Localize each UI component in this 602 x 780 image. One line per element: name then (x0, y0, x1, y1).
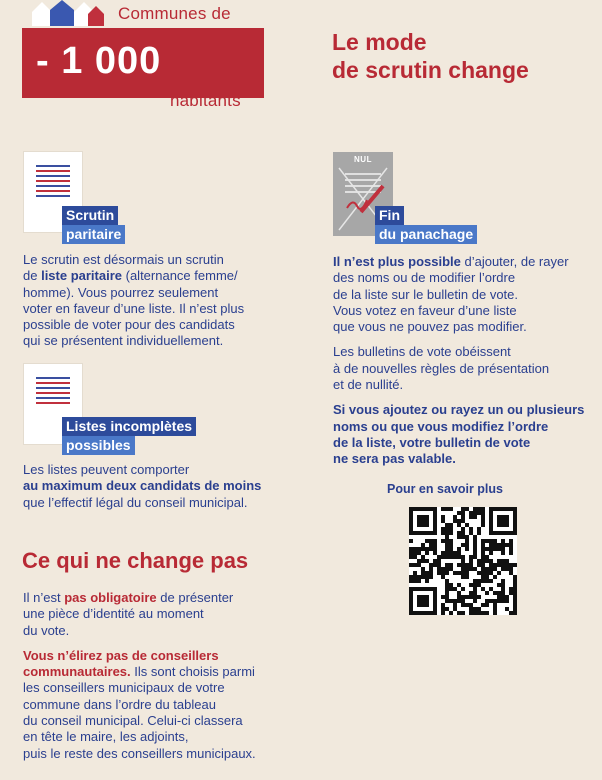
fin-panachage-text: Il n’est plus possible d’ajouter, de rayer des noms ou de modifier l’ordre de la liste sur le bulletin de vote. Vous votez en faveur d’une liste que vous ne pouvez pas modifier. Les bulletins de vote obéissent à de nouvelles règles de présentation et de nullité. Si vous ajoutez ou rayez un ou plusieurs noms ou que vous modifiez l’ordre de la liste, votre bulletin de vote ne sera pas valable. (333, 254, 585, 467)
more-info-title: Pour en savoir plus (386, 482, 503, 496)
scrutin-paritaire-text: Le scrutin est désormais un scrutin de liste paritaire (alternance femme/ homme). Vous pourrez seulement voter en faveur d’une liste. Il n’est plus possible de voter pour des candidats qui se présentent individuellement. (23, 252, 245, 349)
badge-top-text: Communes de (118, 4, 231, 23)
tag-fin-panachage: Fin du panachage (375, 206, 477, 244)
badge-number: - 1 000 (36, 40, 162, 82)
listes-incompletes-text: Les listes peuvent comporter au maximum deux candidats de moins que l’effectif légal du conseil municipal. (23, 462, 262, 510)
tag-scrutin-paritaire: Scrutin paritaire (62, 206, 125, 244)
main-title: Le mode de scrutin change (332, 29, 529, 83)
qr-code[interactable] (409, 507, 517, 615)
houses-icon (28, 0, 114, 26)
tag-listes-incompletes: Listes incomplètes possibles (62, 417, 196, 455)
badge-bottom-text: habitants (170, 91, 241, 110)
nul-ballot-icon: NUL (333, 152, 393, 236)
ne-change-pas-text: Il n’est pas obligatoire de présenter une pièce d’identité au moment du vote. Vous n’élirez pas de conseillers communautaires. Ils sont choisis parmi les conseillers municipaux de votre commune dans l’ordre du tableau du conseil municipal. Celui-ci classera en tête le maire, les adjoints, puis le reste des conseillers municipaux. (23, 590, 256, 761)
section-title: Ce qui ne change pas (22, 548, 249, 573)
